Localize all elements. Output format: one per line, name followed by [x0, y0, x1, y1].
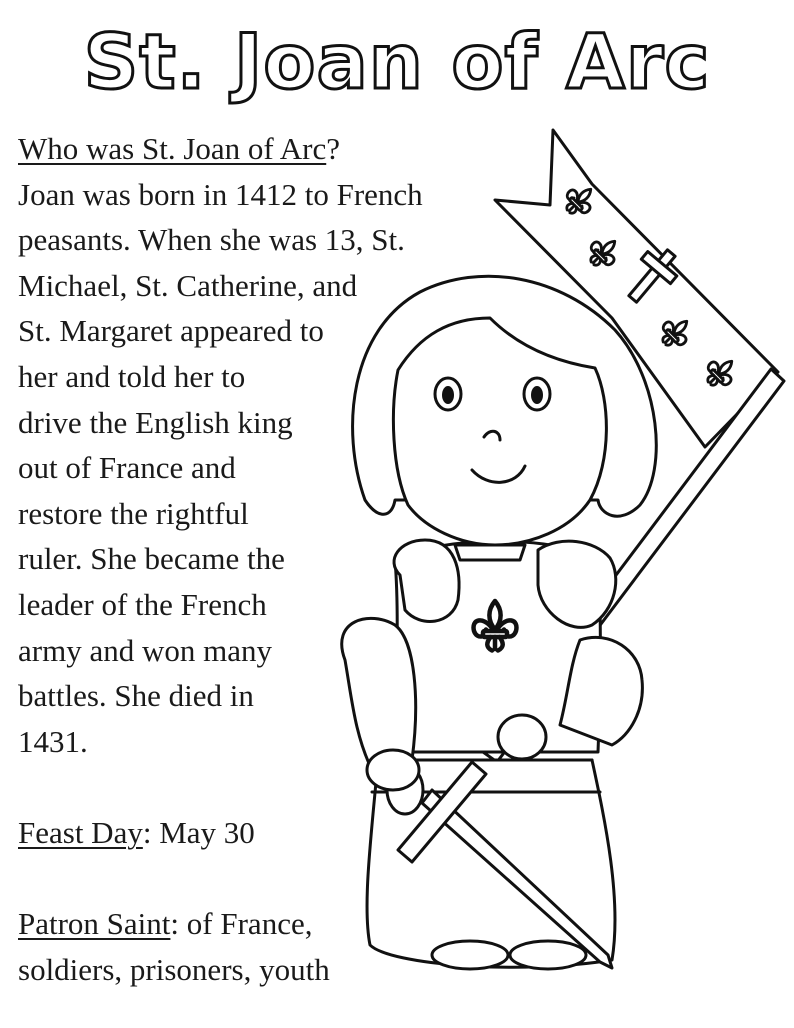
bio-line: Michael, St. Catherine, and	[18, 267, 358, 303]
patron-saint-value-cont: soldiers, prisoners, youth	[18, 951, 330, 987]
bio-line: 1431.	[18, 723, 88, 759]
patron-saint-value: of France,	[179, 906, 313, 942]
bio-line: battles. She died in	[18, 678, 254, 714]
left-arm	[342, 618, 416, 770]
bio-line: restore the rightful	[18, 495, 249, 531]
bio-line: St. Margaret appeared to	[18, 313, 324, 349]
bio-line: out of France and	[18, 450, 236, 486]
feast-day-label: Feast Day	[18, 814, 143, 850]
question-label: Who was St. Joan of Arc	[18, 131, 327, 166]
bio-line: leader of the French	[18, 586, 267, 622]
patron-saint-label: Patron Saint	[18, 906, 171, 942]
bio-line: army and won many	[18, 632, 272, 668]
bio-line: Joan was born in 1412 to French	[18, 176, 423, 212]
question-mark: ?	[326, 131, 340, 166]
page-title: St. Joan of Arc	[83, 17, 711, 106]
bio-line: ruler. She became the	[18, 541, 285, 577]
bio-line: her and told her to	[18, 358, 246, 394]
bio-line: drive the English king	[18, 404, 293, 440]
right-hand	[498, 715, 546, 759]
bio-line: peasants. When she was 13, St.	[18, 222, 405, 258]
left-foot	[432, 941, 508, 969]
feast-day-colon: :	[142, 814, 152, 850]
right-foot	[510, 941, 586, 969]
feast-day-value: May 30	[151, 814, 255, 850]
left-shoulder-armor	[394, 540, 459, 621]
left-hand	[367, 750, 419, 790]
patron-saint-colon: :	[170, 906, 180, 942]
